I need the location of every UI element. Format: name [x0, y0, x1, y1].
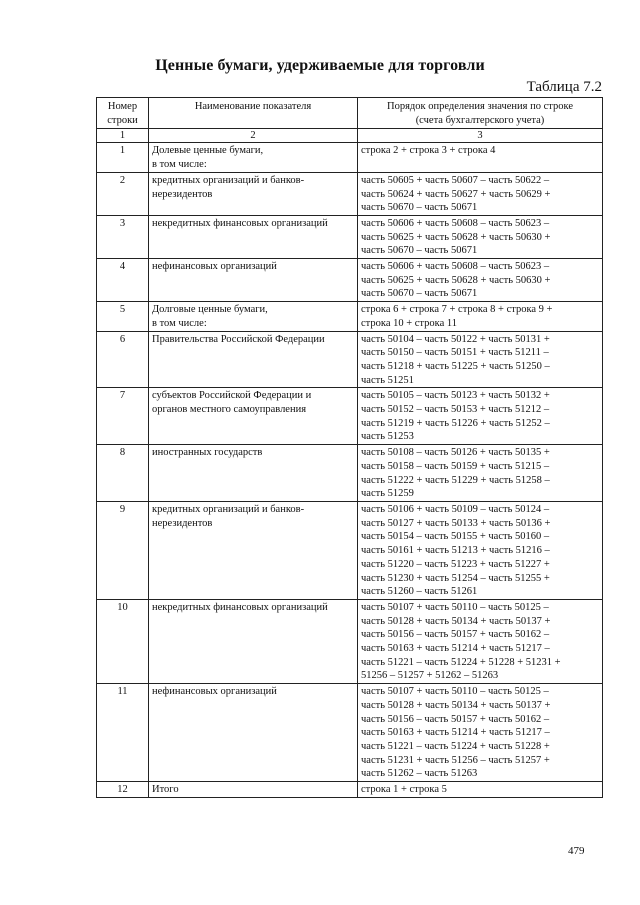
- indicator-name-cell: Правительства Российской Федерации: [149, 331, 358, 388]
- row-number-cell: 9: [97, 501, 149, 599]
- header-indicator-name: Наименование показателя: [149, 98, 358, 129]
- column-index-cell: 1: [97, 129, 149, 143]
- table-row: [97, 782, 603, 798]
- data-table: [96, 97, 603, 798]
- table-row: [97, 599, 603, 683]
- table-row: [97, 259, 603, 302]
- formula-cell: часть 50605 + часть 50607 – часть 50622 – часть 50624 + часть 50627 + часть 50629 + часть 50670 – часть 50671: [358, 172, 603, 215]
- formula-cell: часть 50107 + часть 50110 – часть 50125 – часть 50128 + часть 50134 + часть 50137 + часть 50156 – часть 50157 + часть 50162 – часть 50163 + часть 51214 + часть 51217 – часть 51221 – часть 51224 + 51228 + 51231 + 51256 – 51257 + 51262 – 51263: [358, 599, 603, 683]
- table-label: Таблица 7.2: [526, 79, 602, 95]
- table-row: [97, 143, 603, 172]
- table-row: [97, 501, 603, 599]
- column-index-cell: 2: [149, 129, 358, 143]
- formula-cell: строка 1 + строка 5: [358, 782, 603, 798]
- column-index-row: [97, 129, 603, 143]
- formula-cell: часть 50107 + часть 50110 – часть 50125 – часть 50128 + часть 50134 + часть 50137 + часть 50156 – часть 50157 + часть 50162 – часть 50163 + часть 51214 + часть 51217 – часть 51221 – часть 51224 + часть 51228 + часть 51231 + часть 51256 – часть 51257 + часть 51262 – часть 51263: [358, 684, 603, 782]
- page-title: Ценные бумаги, удерживаемые для торговли: [155, 57, 485, 74]
- formula-cell: часть 50105 – часть 50123 + часть 50132 + часть 50152 – часть 50153 + часть 51212 – часть 51219 + часть 51226 + часть 51252 – часть 51253: [358, 388, 603, 445]
- formula-cell: часть 50606 + часть 50608 – часть 50623 – часть 50625 + часть 50628 + часть 50630 + часть 50670 – часть 50671: [358, 259, 603, 302]
- header-calculation-method: Порядок определения значения по строке (счета бухгалтерского учета): [358, 98, 603, 129]
- indicator-name-cell: Итого: [149, 782, 358, 798]
- formula-cell: часть 50606 + часть 50608 – часть 50623 – часть 50625 + часть 50628 + часть 50630 + часть 50670 – часть 50671: [358, 215, 603, 258]
- formula-cell: строка 6 + строка 7 + строка 8 + строка 9 + строка 10 + строка 11: [358, 302, 603, 331]
- table-row: [97, 445, 603, 502]
- table-row: [97, 684, 603, 782]
- row-number-cell: 11: [97, 684, 149, 782]
- header-row: [97, 98, 603, 129]
- indicator-name-cell: некредитных финансовых организаций: [149, 599, 358, 683]
- indicator-name-cell: нефинансовых организаций: [149, 259, 358, 302]
- row-number-cell: 5: [97, 302, 149, 331]
- formula-cell: часть 50108 – часть 50126 + часть 50135 + часть 50158 – часть 50159 + часть 51215 – часть 51222 + часть 51229 + часть 51258 – часть 51259: [358, 445, 603, 502]
- indicator-name-cell: кредитных организаций и банков- нерезидентов: [149, 172, 358, 215]
- table-row: [97, 388, 603, 445]
- formula-cell: строка 2 + строка 3 + строка 4: [358, 143, 603, 172]
- row-number-cell: 10: [97, 599, 149, 683]
- table-row: [97, 331, 603, 388]
- table-row: [97, 302, 603, 331]
- indicator-name-cell: субъектов Российской Федерации и органов местного самоуправления: [149, 388, 358, 445]
- row-number-cell: 7: [97, 388, 149, 445]
- row-number-cell: 6: [97, 331, 149, 388]
- header-row-number: Номер строки: [97, 98, 149, 129]
- row-number-cell: 1: [97, 143, 149, 172]
- table-row: [97, 215, 603, 258]
- table-body: [97, 143, 603, 797]
- indicator-name-cell: иностранных государств: [149, 445, 358, 502]
- table-row: [97, 172, 603, 215]
- page-number: 479: [568, 845, 585, 857]
- indicator-name-cell: некредитных финансовых организаций: [149, 215, 358, 258]
- indicator-name-cell: нефинансовых организаций: [149, 684, 358, 782]
- row-number-cell: 3: [97, 215, 149, 258]
- row-number-cell: 12: [97, 782, 149, 798]
- row-number-cell: 4: [97, 259, 149, 302]
- table-header: [97, 98, 603, 143]
- indicator-name-cell: Долевые ценные бумаги, в том числе:: [149, 143, 358, 172]
- row-number-cell: 8: [97, 445, 149, 502]
- formula-cell: часть 50104 – часть 50122 + часть 50131 + часть 50150 – часть 50151 + часть 51211 – часть 51218 + часть 51225 + часть 51250 – часть 51251: [358, 331, 603, 388]
- indicator-name-cell: кредитных организаций и банков- нерезидентов: [149, 501, 358, 599]
- formula-cell: часть 50106 + часть 50109 – часть 50124 – часть 50127 + часть 50133 + часть 50136 + часть 50154 – часть 50155 + часть 50160 – часть 50161 + часть 51213 + часть 51216 – часть 51220 – часть 51223 + часть 51227 + часть 51230 + часть 51254 – часть 51255 + часть 51260 – часть 51261: [358, 501, 603, 599]
- column-index-cell: 3: [358, 129, 603, 143]
- row-number-cell: 2: [97, 172, 149, 215]
- indicator-name-cell: Долговые ценные бумаги, в том числе:: [149, 302, 358, 331]
